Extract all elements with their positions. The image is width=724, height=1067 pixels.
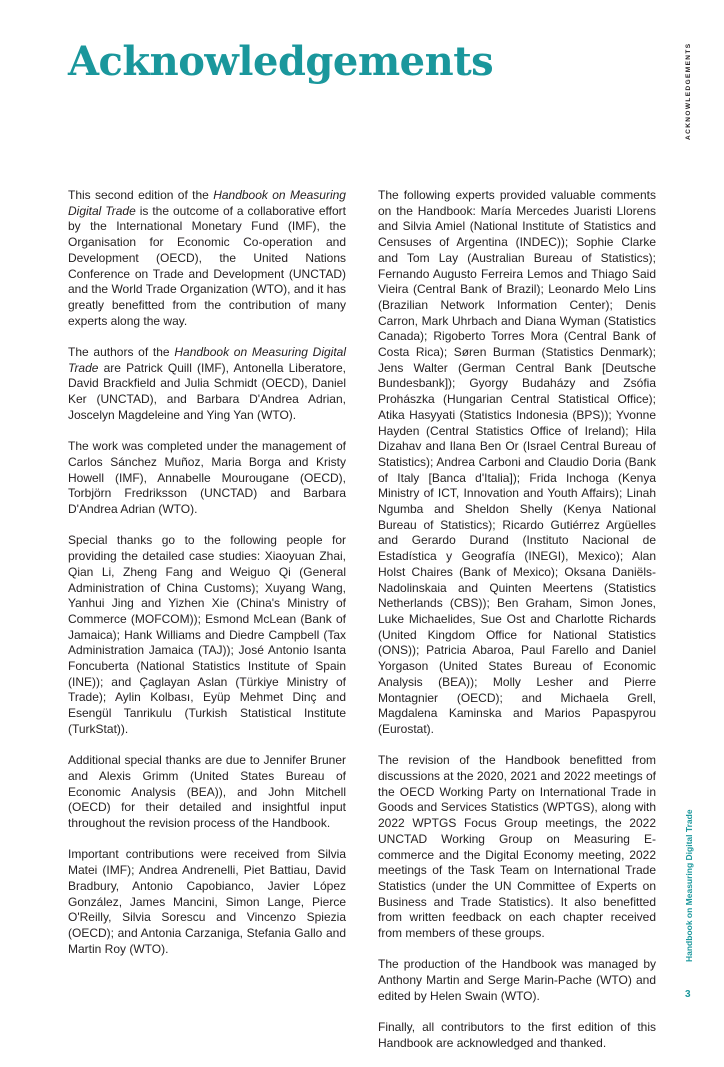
paragraph-revision: The revision of the Handbook benefitted from discussions at the 2020, 2021 and 2022 meetings of the OECD Working Party on International Trade in Goods and Services Statistics (WPTGS), along with 2022 WPTGS Focus Group meetings, the 2022 UNCTAD Working Group on Measuring E-commerce and the Digital Economy meeting, 2022 meetings of the Task Team on International Trade Statistics (under the UN Committee of Experts on Business and Trade Statistics). It also benefitted from written feedback on each chapter received from members of these groups. (378, 753, 656, 941)
paragraph-authors: The authors of the Handbook on Measuring Digital Trade are Patrick Quill (IMF), Antonella Liberatore, David Brackfield and Julia Schmidt (OECD), Daniel Ker (UNCTAD), and Barbara D'Andrea Adrian, Joscelyn Magdeleine and Ying Yan (WTO). (68, 345, 347, 422)
paragraph-intro: This second edition of the Handbook on Measuring Digital Trade is the outcome of a collaborative effort by the International Monetary Fund (IMF), the Organisation for Economic Co-operation and Development (OECD), the United Nations Conference on Trade and Development (UNCTAD) and the World Trade Organization (WTO), and it has greatly benefitted from the contribution of many experts along the way. (68, 188, 346, 328)
paragraph-first-edition-thanks: Finally, all contributors to the first edition of this Handbook are acknowledged and thanked. (378, 1020, 656, 1050)
page-number: 3 (685, 989, 691, 1000)
page-title: Acknowledgements (68, 38, 494, 85)
paragraph-production: The production of the Handbook was managed by Anthony Martin and Serge Marin-Pache (WTO) and edited by Helen Swain (WTO). (378, 957, 656, 1003)
paragraph-expert-comments-continued: The following experts provided valuable comments on the Handbook: María Mercedes Juaristi Llorens and Silvia Amiel (National Institute of Statistics and Censuses of Argentina (INDEC)); Sophie Clarke and Tom Lay (Australian Bureau of Statistics); Fernando Augusto Ferreira Lemos and Thiago Said Vieira (Central Bank of Brazil); Leonardo Melo Lins (Brazilian Network Information Center); Denis Carron, Mark Uhrbach and Diana Wyman (Statistics Canada); Rigoberto Torres Mora (Central Bank of Costa Rica); Søren Burman (Statistics Denmark); Jens Walter (German Central Bank [Deutsche Bundesbank]); Gyorgy Budaházy and Zsófia Prohászka (Hungarian Central Statistical Office); Atika Hasyyati (Statistics Indonesia (BPS)); Yvonne Hayden (Central Statistics Office of Ireland); Hila Dizahav and Ilana Ben Or (Israel Central Bureau of Statistics); Andrea Carboni and Claudio Doria (Bank of Italy [Banca d'Italia]); Frida Inchoga (Kenya Ministry of ICT, Innovation and Youth Affairs); Linah Ngumba and Sheldon Shelly (Kenya National Bureau of Statistics); Ricardo Gutiérrez Argüelles and Gerardo Durand (Instituto Nacional de Estadística y Geografía (INEGI), Mexico); Alan Holst Chaires (Bank of Mexico); Oksana Daniëls-Nadolinskaia and Quinten Meertens (Statistics Netherlands (CBS)); Ben Graham, Simon Jones, Luke Michaelides, Sue Ost and Charlotte Richards (United Kingdom Office for National Statistics (ONS)); Patricia Abaroa, Paul Farello and Daniel Yorgason (United States Bureau of Economic Analysis (BEA)); Molly Lesher and Pierre Montagnier (OECD); and Michaela Grell, Magdalena Kaminska and Marios Papaspyrou (Eurostat). (378, 188, 656, 736)
section-running-label: ACKNOWLEDGEMENTS (685, 42, 692, 140)
handbook-title-italic: Handbook on Measuring Digital Trade (68, 188, 346, 218)
paragraph-case-studies: Special thanks go to the following people for providing the detailed case studies: Xiaoyuan Zhai, Qian Li, Zheng Fang and Weiguo Qi (General Administration of China Customs); Xuyang Wang, Yanhui Jing and Yizhen Xie (China's Ministry of Commerce (MOFCOM)); Esmond McLean (Bank of Jamaica); Hank Williams and Diedre Campbell (Tax Administration Jamaica (TAJ)); José Antonio Isanta Foncuberta (National Statistics Institute of Spain (INE)); and Çaglayan Aslan (Türkiye Ministry of Trade); Aylin Kolbası, Eyüp Mehmet Dinç and Esengül Tanrikulu (Turkish Statistical Institute (TurkStat)). (68, 533, 346, 736)
paragraph-special-thanks: Additional special thanks are due to Jennifer Bruner and Alexis Grimm (United States Bureau of Economic Analysis (BEA)), and John Mitchell (OECD) for their detailed and insightful input throughout the revision process of the Handbook. (68, 753, 346, 831)
left-column (68, 188, 346, 973)
book-running-title: Handbook on Measuring Digital Trade (684, 809, 694, 962)
paragraph-management: The work was completed under the management of Carlos Sánchez Muñoz, Maria Borga and Kristy Howell (IMF), Annabelle Mourougane (OECD), Torbjörn Fredriksson (UNCTAD) and Barbara D'Andrea Adrian (WTO). (68, 439, 346, 517)
right-column (378, 188, 656, 1067)
handbook-title-italic: Handbook on Measuring Digital Trade (68, 345, 347, 375)
paragraph-contributions: Important contributions were received from Silvia Matei (IMF); Andrea Andrenelli, Piet Battiau, David Bradbury, Antonio Capobianco, Javier López González, James Mancini, Simon Lange, Pierce O'Reilly, Silvia Sorescu and Vincenzo Spiezia (OECD); and Antonia Carzaniga, Stefania Gallo and Martin Roy (WTO). (68, 847, 346, 956)
